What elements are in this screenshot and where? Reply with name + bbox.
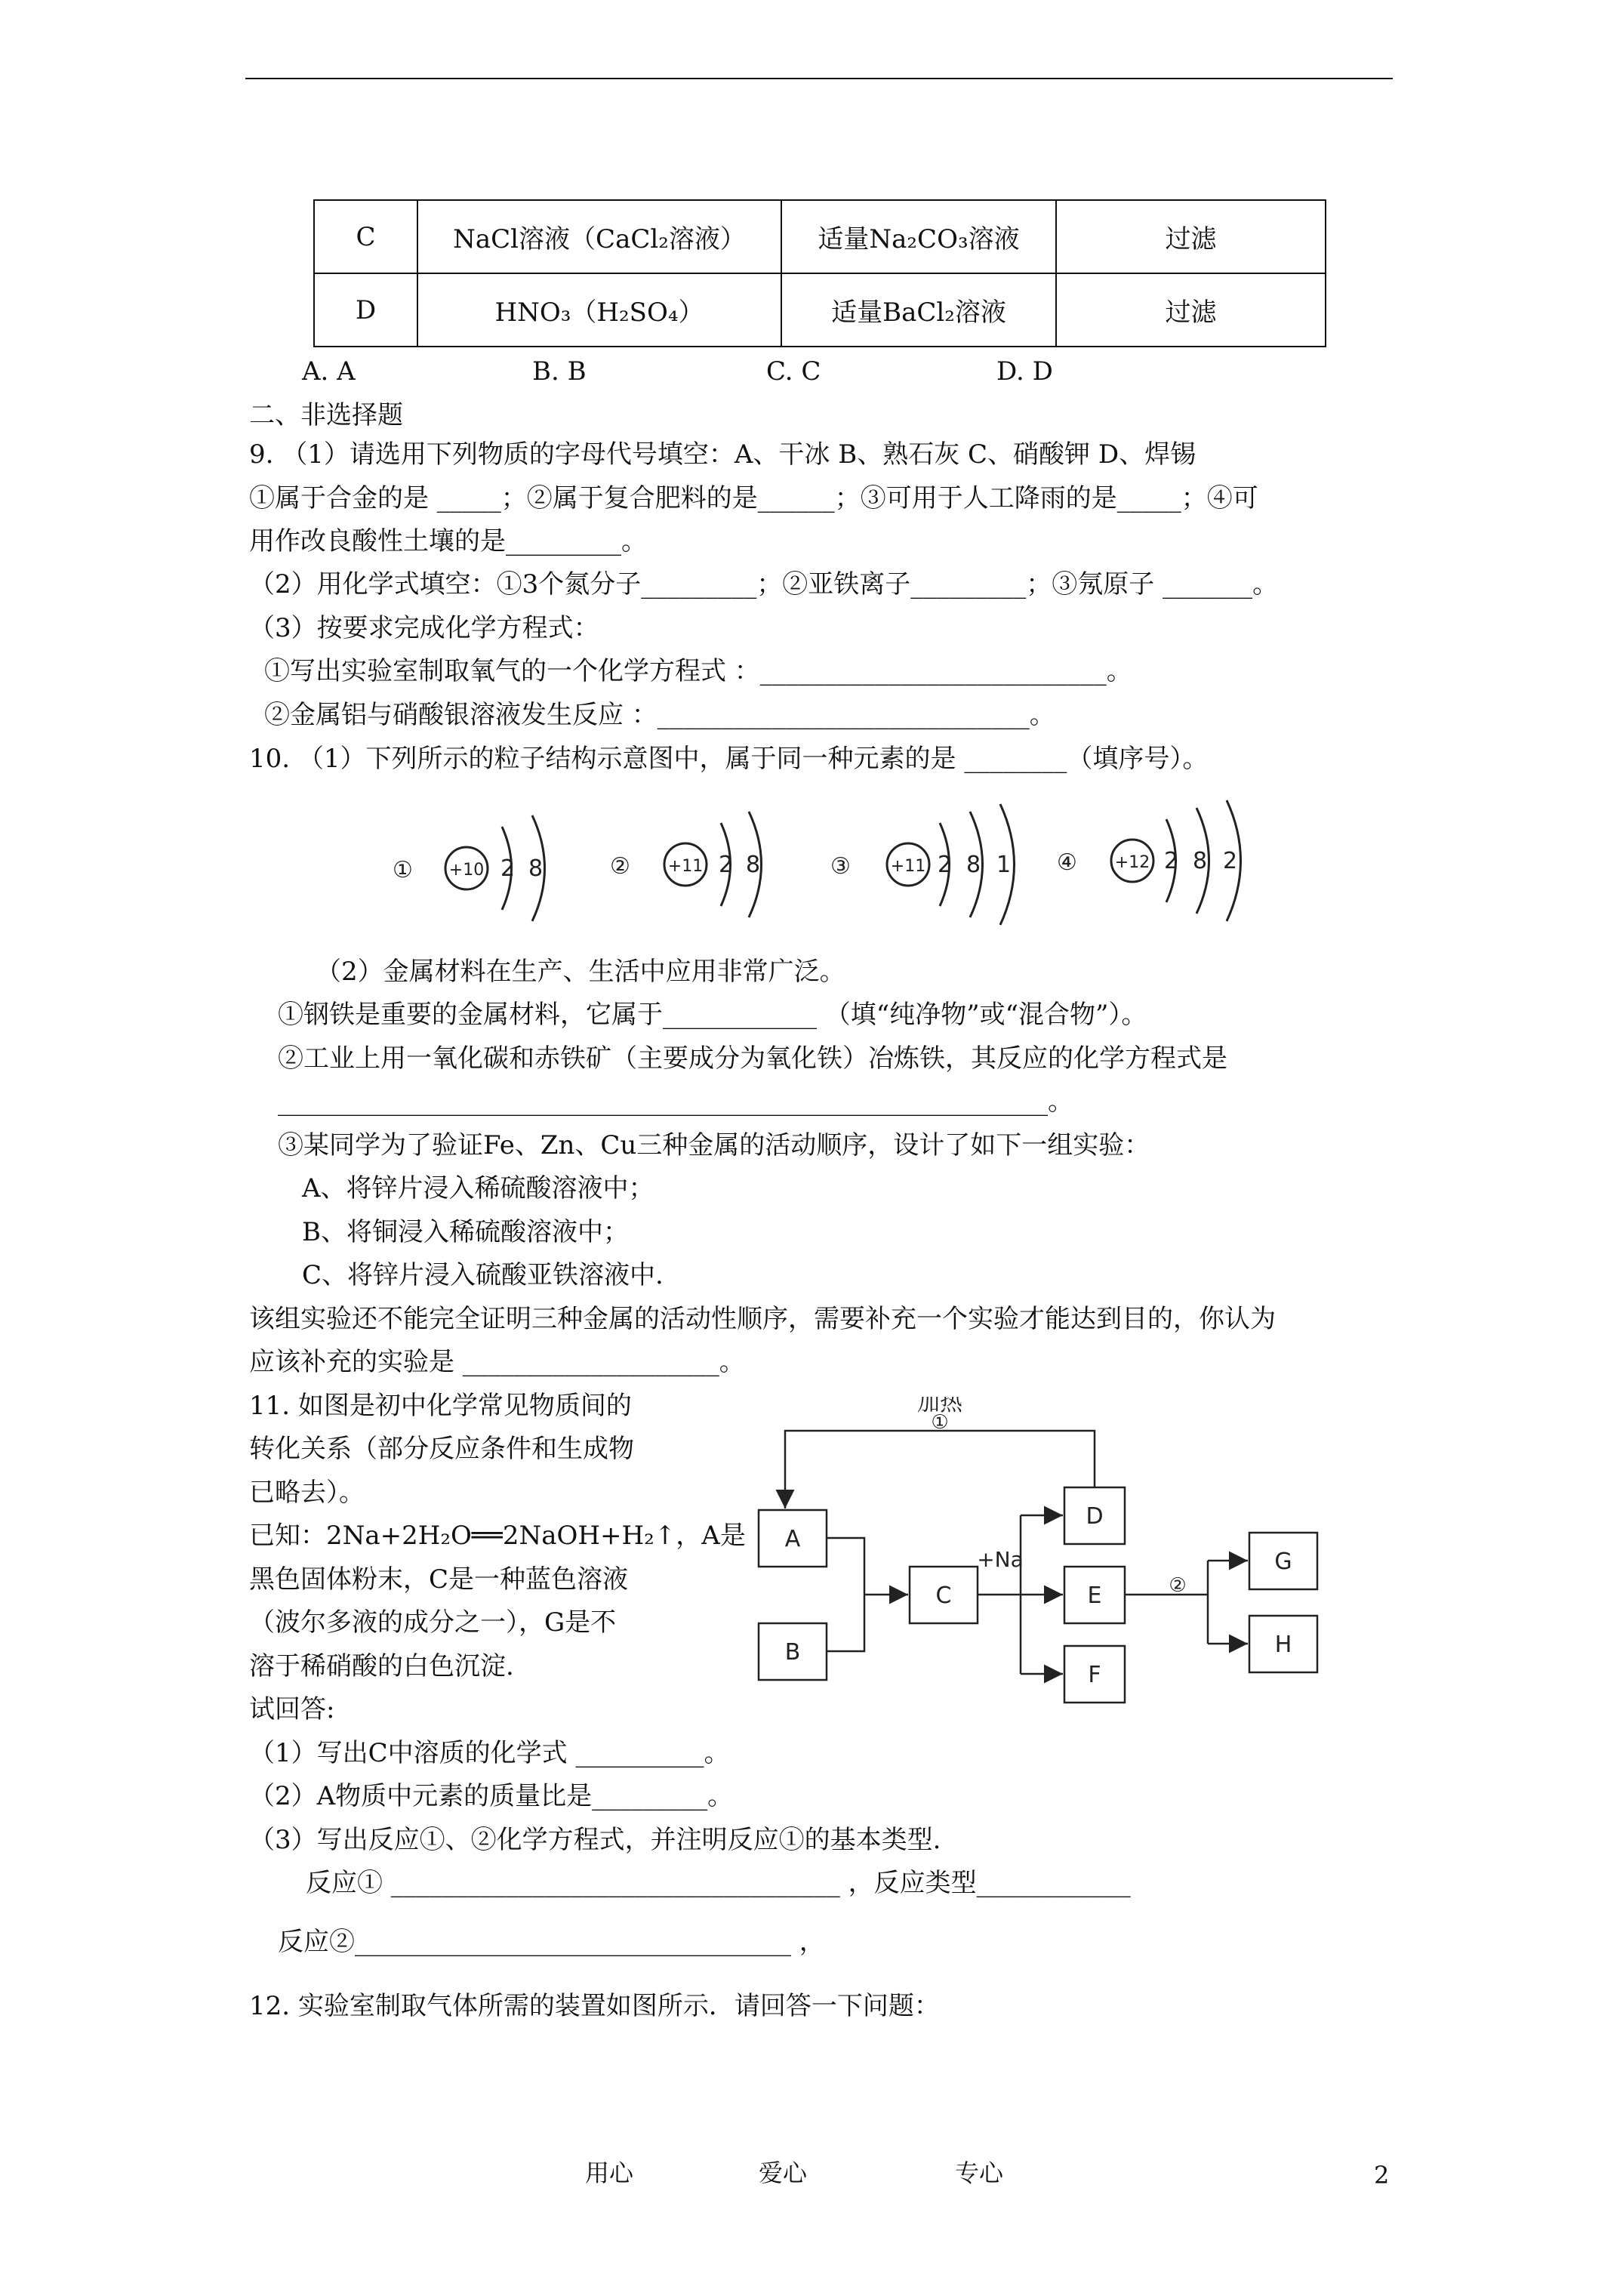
atom-shell: 8 (746, 852, 761, 878)
section-title: 二、非选择题 (249, 400, 403, 430)
atom-nucleus: +10 (448, 861, 485, 880)
atom-label: ① (393, 857, 413, 883)
q11-line: （2）A物质中元素的质量比是_________。 (249, 1781, 734, 1811)
conversion-diagram-svg (740, 1397, 1344, 1714)
node-e: E (1087, 1583, 1102, 1609)
atom-structure-svg (377, 778, 1321, 929)
options-table (313, 199, 1326, 347)
choice-c: C. C (766, 356, 821, 387)
atom-label: ④ (1057, 849, 1077, 876)
atom-structure-diagram (377, 778, 1321, 929)
atom-label: ② (610, 853, 630, 880)
q9-line: （3）按要求完成化学方程式： (249, 613, 599, 643)
choice-a: A. A (302, 356, 356, 387)
choice-b: B. B (532, 356, 587, 387)
q9-line: 用作改良酸性土壤的是_________。 (249, 526, 647, 556)
q12-line: 12. 实验室制取气体所需的装置如图所示．请回答一下问题： (249, 1991, 940, 2021)
q10-line: 该组实验还不能完全证明三种金属的活动性顺序，需要补充一个实验才能达到目的，你认为 (249, 1304, 1276, 1334)
q11-line: 试回答: (249, 1694, 335, 1724)
q10-line: A、将锌片浸入稀硫酸溶液中； (302, 1173, 654, 1203)
q11-line: 转化关系（部分反应条件和生成物 (249, 1434, 634, 1464)
atom-nucleus: +11 (890, 857, 926, 876)
q9-line: （2）用化学式填空：①3个氮分子_________；②亚铁离子_________；③氖原子 _______。 (249, 569, 1279, 599)
node-d: D (1086, 1503, 1104, 1530)
table-cell-option: C (314, 200, 417, 273)
atom-label: ③ (830, 853, 851, 880)
node-h: H (1274, 1632, 1292, 1658)
atom-nucleus: +11 (667, 857, 704, 876)
atom-nucleus: +12 (1114, 853, 1150, 872)
heat-label: 加热 (917, 1397, 962, 1416)
q11-line: 黑色固体粉末，C是一种蓝色溶液 (249, 1564, 629, 1595)
atom-shell: 2 (719, 852, 734, 878)
reaction-2-label: ② (1169, 1574, 1187, 1597)
q10-line: ____________________________________________________________。 (278, 1086, 1073, 1117)
table-cell-reagent: 适量Na₂CO₃溶液 (781, 200, 1056, 273)
q11-line: （波尔多液的成分之一），G是不 (249, 1607, 617, 1638)
table-cell-substance: NaCl溶液（CaCl₂溶液） (417, 200, 781, 273)
q11-line: 已知：2Na+2H₂O══2NaOH+H₂↑，A是 (249, 1521, 746, 1551)
q11-line: 溶于稀硝酸的白色沉淀. (249, 1651, 514, 1681)
q10-line: 10. （1）下列所示的粒子结构示意图中，属于同一种元素的是 ________（填序号）。 (249, 744, 1209, 774)
atom-shell: 2 (500, 855, 516, 882)
node-c: C (935, 1583, 952, 1609)
choice-d: D. D (996, 356, 1053, 387)
q10-line: C、将锌片浸入硫酸亚铁溶液中. (302, 1260, 664, 1290)
table-cell-reagent: 适量BaCl₂溶液 (781, 273, 1056, 347)
reaction-1-label: ① (931, 1411, 949, 1434)
atom-shell: 2 (938, 852, 953, 878)
atom-shell: 8 (1193, 848, 1208, 874)
q10-line: ①钢铁是重要的金属材料，它属于____________ （填“纯净物”或“混合物”）。 (278, 1000, 1147, 1030)
table-cell-method: 过滤 (1056, 200, 1326, 273)
table-cell-method: 过滤 (1056, 273, 1326, 347)
atom-shell: 2 (1223, 848, 1238, 874)
q10-line: ③某同学为了验证Fe、Zn、Cu三种金属的活动顺序，设计了如下一组实验： (278, 1130, 1150, 1160)
atom-shell: 1 (996, 852, 1012, 878)
q9-line: ①属于合金的是 _____；②属于复合肥料的是______；③可用于人工降雨的是_____；④可 (249, 483, 1258, 513)
atom-shell: 8 (528, 855, 544, 882)
q10-line: B、将铜浸入稀硫酸溶液中； (302, 1217, 629, 1247)
table-cell-substance: HNO₃（H₂SO₄） (417, 273, 781, 347)
footer-word: 用心 (585, 2159, 634, 2187)
footer-word: 爱心 (759, 2159, 808, 2187)
atom-shell: 2 (1164, 848, 1179, 874)
node-b: B (784, 1639, 801, 1666)
footer-word: 专心 (955, 2159, 1004, 2187)
header-rule (245, 78, 1393, 79)
node-f: F (1088, 1662, 1101, 1688)
conversion-diagram (740, 1397, 1344, 1714)
q9-line: 9. （1）请选用下列物质的字母代号填空：A、干冰 B、熟石灰 C、硝酸钾 D、焊锡 (249, 439, 1196, 470)
node-a: A (784, 1526, 801, 1552)
table-cell-option: D (314, 273, 417, 347)
q10-line: （2）金属材料在生产、生活中应用非常广泛。 (316, 957, 845, 987)
table-row (314, 200, 1326, 273)
q11-line: 反应②__________________________________ ， (278, 1927, 825, 1957)
q11-line: （1）写出C中溶质的化学式 __________。 (249, 1738, 730, 1768)
page-number: 2 (1374, 2161, 1390, 2190)
q11-line: 11. 如图是初中化学常见物质间的 (249, 1391, 632, 1421)
sodium-label: +Na (977, 1547, 1024, 1572)
q11-line: 反应① ___________________________________ ，反应类型____________ (306, 1868, 1131, 1898)
q9-line: ②金属铝与硝酸银溶液发生反应 ：_____________________________。 (264, 700, 1055, 730)
q10-line: ②工业上用一氧化碳和赤铁矿（主要成分为氧化铁）冶炼铁，其反应的化学方程式是 (278, 1043, 1227, 1074)
q11-line: （3）写出反应①、②化学方程式，并注明反应①的基本类型. (249, 1825, 941, 1855)
node-g: G (1274, 1549, 1292, 1575)
q10-line: 应该补充的实验是 ____________________。 (249, 1347, 745, 1377)
q11-line: 已略去）。 (249, 1478, 365, 1508)
table-row (314, 273, 1326, 347)
atom-shell: 8 (966, 852, 981, 878)
q9-line: ①写出实验室制取氧气的一个化学方程式 ：___________________________。 (264, 656, 1132, 686)
